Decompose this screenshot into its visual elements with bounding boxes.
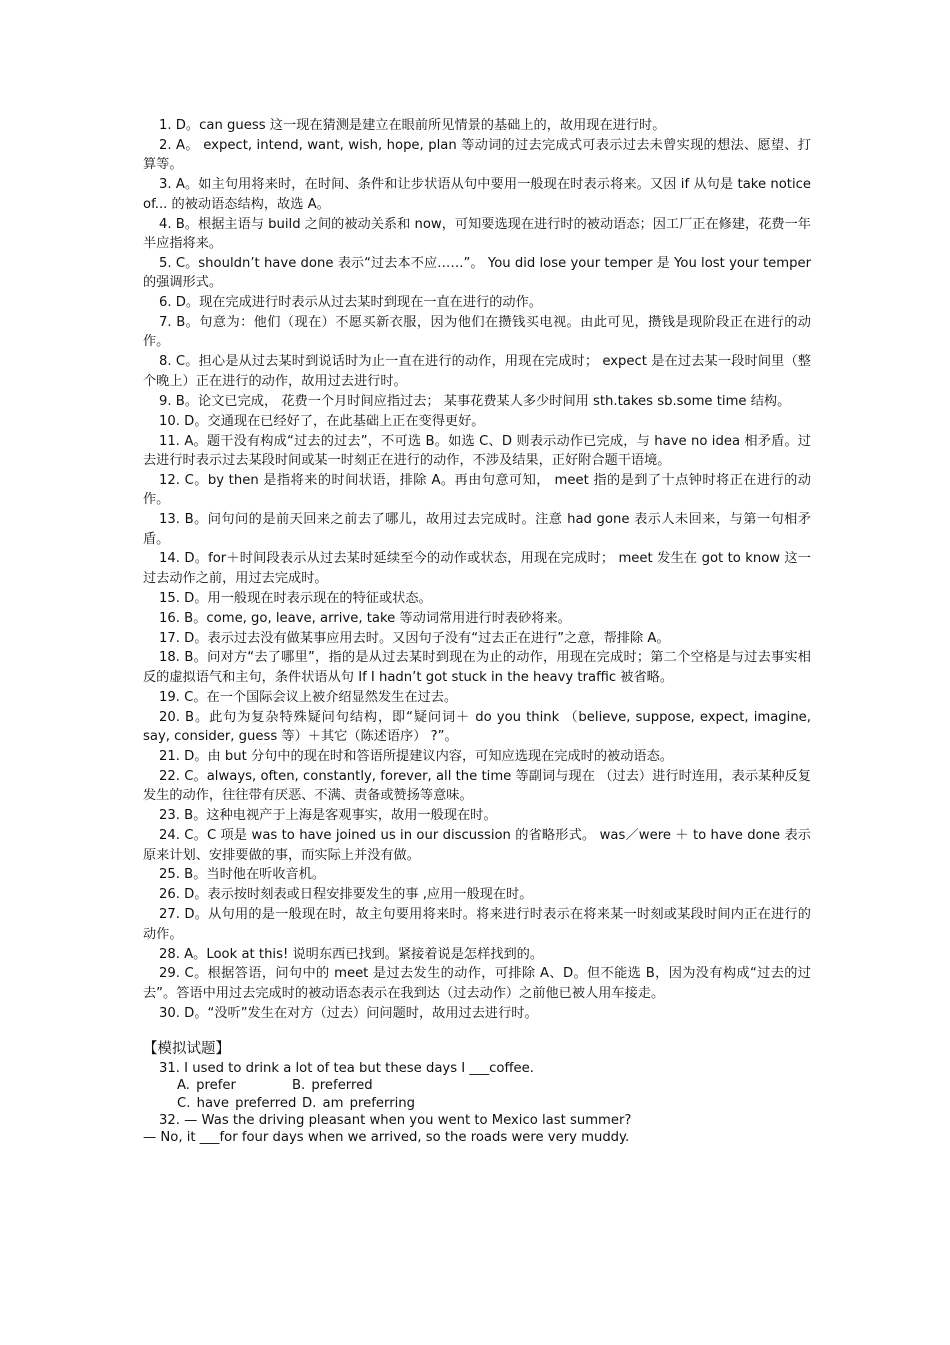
answer-item: 22. C。always, often, constantly, forever, all the time 等副词与现在 （过去）进行时连用，表示某种反复发生的动作，往往带有厌恶、不满、责备或赞扬等意味。 xyxy=(143,768,811,804)
answer-item: 5. C。shouldn’t have done 表示“过去本不应……”。 You did lose your temper 是 You lost your temper 的强调形式。 xyxy=(143,255,811,291)
answer-item: 23. B。这种电视产于上海是客观事实，故用一般现在时。 xyxy=(159,808,497,824)
section-title: 【模拟试题】 xyxy=(143,1041,230,1058)
answer-item: 17. D。表示过去没有做某事应用去时。又因句子没有“过去正在进行”之意，帮排除 A。 xyxy=(159,630,670,646)
option-c: C. have preferred xyxy=(177,1095,297,1111)
answer-item: 29. C。根据答语，问句中的 meet 是过去发生的动作，可排除 A、D。但不能选 B，因为没有构成“过去的过去”。答语中用过去完成时的被动语态表示在我到达（过去动作）之前他已被人用车接走。 xyxy=(143,966,811,1001)
question-31-options-row2 xyxy=(143,1095,811,1112)
question-31-stem: 31. I used to drink a lot of tea but these days I ___coffee. xyxy=(159,1061,534,1077)
answer-item: 15. D。用一般现在时表示现在的特征或状态。 xyxy=(159,590,432,606)
answer-item: 1. D。can guess 这一现在猜测是建立在眼前所见情景的基础上的，故用现在进行时。 xyxy=(159,118,666,133)
answer-item: 19. C。在一个国际会议上被介绍显然发生在过去。 xyxy=(159,689,458,705)
answer-item: 24. C。C 项是 was to have joined us in our discussion 的省略形式。 was／were ＋ to have done 表示原来计划、安排要做的事，而实际上并没有做。 xyxy=(143,828,811,863)
answer-item: 12. C。by then 是指将来的时间状语，排除 A。再由句意可知， meet 指的是到了十点钟时将正在进行的动作。 xyxy=(143,472,811,508)
answer-item: 8. C。担心是从过去某时到说话时为止一直在进行的动作，用现在完成时； expect 是在过去某一段时间里（整个晚上）正在进行的动作，故用过去进行时。 xyxy=(143,354,811,389)
answer-item: 26. D。表示按时刻表或日程安排要发生的事 ,应用一般现在时。 xyxy=(159,887,533,903)
answer-item: 10. D。交通现在已经好了，在此基础上正在变得更好。 xyxy=(159,413,485,429)
question-32-line2: — No, it ___for four days when we arrived, so the roads were very muddy. xyxy=(143,1130,630,1146)
option-d: D. am preferring xyxy=(302,1095,416,1111)
answer-explanations xyxy=(143,116,811,1147)
option-b: B. preferred xyxy=(292,1078,373,1094)
answer-item: 2. A。 expect, intend, want, wish, hope, plan 等动词的过去完成式可表示过去未曾实现的想法、愿望、打算等。 xyxy=(143,137,811,173)
answer-item: 11. A。题干没有构成“过去的过去”，不可选 B。如选 C、D 则表示动作已完成，与 have no idea 相矛盾。过去进行时表示过去某段时间或某一时刻正在进行的动作，不涉及结果，正好附合题干语境。 xyxy=(143,433,811,468)
answer-item: 16. B。come, go, leave, arrive, take 等动词常用进行时表砂将来。 xyxy=(159,610,571,626)
question-31-options-row1 xyxy=(143,1077,811,1094)
answer-item: 27. D。从句用的是一般现在时，故主句要用将来时。将来进行时表示在将来某一时刻或某段时间内正在进行的动作。 xyxy=(143,907,811,942)
answer-item: 3. A。如主句用将来时，在时间、条件和让步状语从句中要用一般现在时表示将来。又因 if 从句是 take notice of... 的被动语态结构，故选 A。 xyxy=(143,177,811,212)
answer-item: 7. B。句意为：他们（现在）不愿买新衣服，因为他们在攒钱买电视。由此可见，攒钱是现阶段正在进行的动作。 xyxy=(143,315,811,350)
answer-item: 9. B。论文已完成， 花费一个月时间应指过去； 某事花费某人多少时间用 sth.takes sb.some time 结构。 xyxy=(159,393,791,409)
answer-item: 20. B。此句为复杂特殊疑问句结构，即“疑问词＋ do you think （believe, suppose, expect, imagine, say, consider, guess 等）＋其它（陈述语序） ?”。 xyxy=(143,709,811,745)
question-32-line1: 32. — Was the driving pleasant when you went to Mexico last summer? xyxy=(159,1113,632,1129)
answer-item: 18. B。问对方“去了哪里”，指的是从过去某时到现在为止的动作，用现在完成时；第二个空格是与过去事实相反的虚拟语气和主句，条件状语从句 If I hadn’t got stuck in the heavy traffic 被省略。 xyxy=(143,650,811,685)
answer-item: 28. A。Look at this! 说明东西已找到。紧接着说是怎样找到的。 xyxy=(159,946,544,962)
answer-item: 13. B。问句问的是前天回来之前去了哪儿，故用过去完成时。注意 had gone 表示人未回来，与第一句相矛盾。 xyxy=(143,512,811,547)
answer-item: 6. D。现在完成进行时表示从过去某时到现在一直在进行的动作。 xyxy=(159,295,542,311)
answer-item: 4. B。根据主语与 build 之间的被动关系和 now，可知要选现在进行时的被动语态；因工厂正在修建，花费一年半应指将来。 xyxy=(143,216,811,251)
option-a: A. prefer xyxy=(177,1078,236,1094)
answer-item: 30. D。“没听”发生在对方（过去）问问题时，故用过去进行时。 xyxy=(159,1005,538,1021)
answer-item: 25. B。当时他在听收音机。 xyxy=(159,867,326,883)
answer-item: 14. D。for＋时间段表示从过去某时延续至今的动作或状态，用现在完成时； meet 发生在 got to know 这一过去动作之前，用过去完成时。 xyxy=(143,551,811,586)
answer-item: 21. D。由 but 分句中的现在时和答语所提建议内容，可知应选现在完成时的被动语态。 xyxy=(159,749,673,764)
